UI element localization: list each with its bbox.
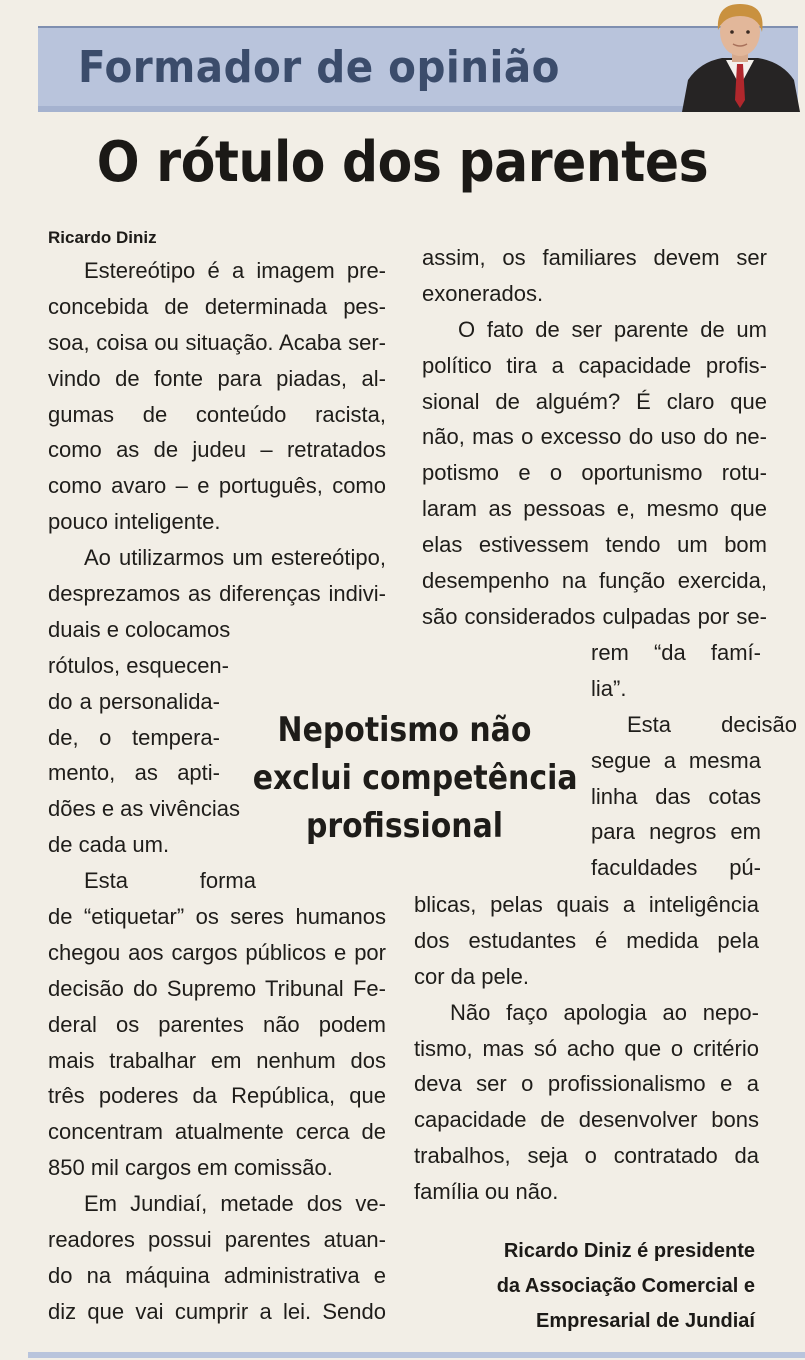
right-wrap-around-quote bbox=[591, 635, 797, 886]
signature-line: da Associação Comercial e bbox=[496, 1275, 755, 1297]
text-line: deral os parentes não podem bbox=[48, 1011, 386, 1037]
section-title: Formador de opinião bbox=[78, 42, 560, 93]
text-line: concebida de determinada pes- bbox=[48, 293, 386, 319]
text-line: para negros em bbox=[591, 819, 761, 845]
text-line: são considerados culpadas por se- bbox=[422, 603, 767, 629]
pull-quote-line: profissional bbox=[305, 806, 504, 846]
text-line: duais e colocamos bbox=[48, 616, 231, 642]
text-line: mento, as apti- bbox=[48, 760, 220, 786]
text-line: de “etiquetar” os seres humanos bbox=[48, 904, 386, 930]
text-line: desprezamos as diferenças indivi- bbox=[48, 581, 386, 607]
signature-line: Ricardo Diniz é presidente bbox=[503, 1240, 755, 1262]
text-line: laram as pessoas e, mesmo que bbox=[422, 496, 767, 522]
bottom-rule bbox=[28, 1352, 805, 1358]
right-column-lower bbox=[414, 887, 759, 1210]
text-line: de, o tempera- bbox=[48, 724, 220, 750]
text-line: rótulos, esquecen- bbox=[48, 652, 229, 678]
text-line: como as de judeu – retratados bbox=[48, 437, 386, 463]
text-line: 850 mil cargos em comissão. bbox=[48, 1155, 333, 1181]
signature-line: Empresarial de Jundiaí bbox=[536, 1310, 755, 1332]
text-line: soa, coisa ou situação. Acaba ser- bbox=[48, 329, 386, 355]
text-line: capacidade de desenvolver bons bbox=[414, 1107, 759, 1133]
text-line: linha das cotas bbox=[591, 783, 761, 809]
text-line: O fato de ser parente de um bbox=[458, 316, 767, 342]
text-line: Ao utilizarmos um estereótipo, bbox=[84, 545, 386, 571]
text-line: potismo e o oportunismo rotu- bbox=[422, 460, 767, 486]
text-line: Esta forma bbox=[84, 868, 256, 894]
text-line: exonerados. bbox=[422, 280, 544, 306]
text-line: gumas de conteúdo racista, bbox=[48, 401, 386, 427]
text-line: Não faço apologia ao nepo- bbox=[450, 999, 759, 1025]
text-line: Em Jundiaí, metade dos ve- bbox=[84, 1191, 386, 1217]
text-line: readores possui parentes atuan- bbox=[48, 1227, 386, 1253]
text-line: dões e as vivências bbox=[48, 796, 240, 822]
text-line: três poderes da República, que bbox=[48, 1083, 386, 1109]
text-line: do a personalida- bbox=[48, 688, 220, 714]
text-line: do na máquina administrativa e bbox=[48, 1262, 386, 1288]
text-line: sional de alguém? É claro que bbox=[422, 388, 767, 414]
text-line: vindo de fonte para piadas, al- bbox=[48, 365, 386, 391]
text-line: de cada um. bbox=[48, 832, 170, 858]
text-line: concentram atualmente cerca de bbox=[48, 1119, 386, 1145]
text-line: cor da pele. bbox=[414, 963, 529, 989]
text-line: faculdades pú- bbox=[591, 855, 761, 881]
text-line: pouco inteligente. bbox=[48, 509, 221, 535]
text-line: segue a mesma bbox=[591, 747, 761, 773]
text-line: não, mas o excesso do uso do ne- bbox=[422, 424, 767, 450]
text-line: rem “da famí- bbox=[591, 640, 761, 665]
article-headline: O rótulo dos parentes bbox=[96, 130, 709, 195]
text-line: deva ser o profissionalismo e a bbox=[414, 1071, 759, 1097]
text-line: político tira a capacidade profis- bbox=[422, 352, 767, 378]
text-line: Estereótipo é a imagem pre- bbox=[84, 258, 386, 283]
text-line: família ou não. bbox=[414, 1179, 559, 1205]
text-line: chegou aos cargos públicos e por bbox=[48, 939, 386, 965]
columnist-portrait bbox=[680, 0, 800, 112]
text-line: Esta decisão bbox=[627, 711, 797, 737]
text-line: diz que vai cumprir a lei. Sendo bbox=[48, 1298, 386, 1324]
text-line: blicas, pelas quais a inteligência bbox=[414, 892, 759, 917]
author-signature bbox=[420, 1234, 755, 1339]
text-line: tismo, mas só acho que o critério bbox=[414, 1035, 759, 1061]
text-line: mais trabalhar em nenhum dos bbox=[48, 1047, 386, 1073]
text-line: assim, os familiares devem ser bbox=[422, 245, 767, 270]
text-line: elas estivessem tendo um bom bbox=[422, 532, 767, 558]
text-line: trabalhos, seja o contratado da bbox=[414, 1143, 759, 1169]
pull-quote bbox=[252, 706, 578, 850]
text-line: desempenho na função exercida, bbox=[422, 568, 767, 594]
text-line: decisão do Supremo Tribunal Fe- bbox=[48, 975, 386, 1001]
text-line: dos estudantes é medida pela bbox=[414, 927, 759, 953]
pull-quote-line: exclui competência bbox=[252, 758, 578, 798]
text-line: como avaro – e português, como bbox=[48, 473, 386, 499]
text-line: lia”. bbox=[591, 675, 627, 701]
article-byline: Ricardo Diniz bbox=[48, 228, 157, 247]
pull-quote-line: Nepotismo não bbox=[277, 710, 532, 750]
right-column bbox=[422, 240, 767, 635]
